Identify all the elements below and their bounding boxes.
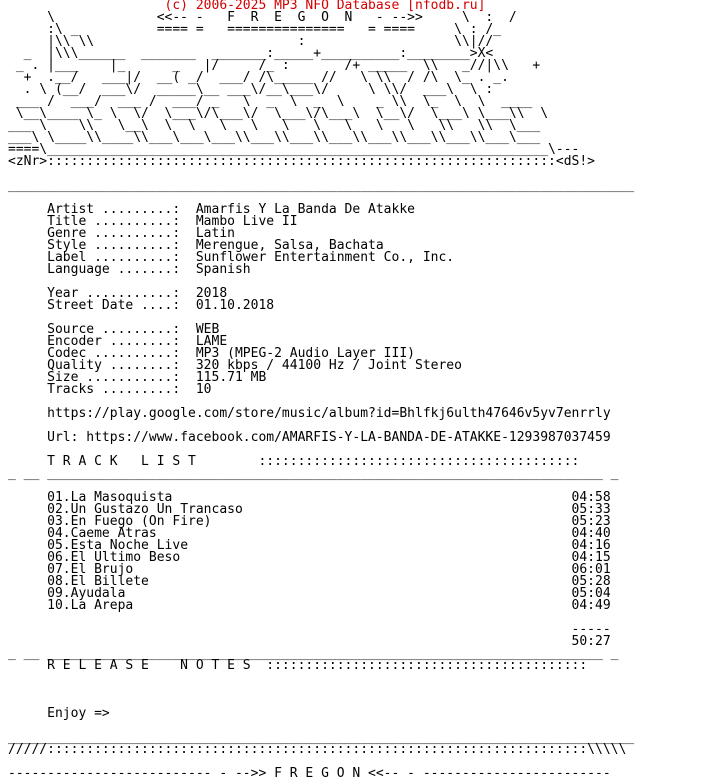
track-title: 06.El Ultimo Beso xyxy=(47,550,181,565)
footer-rule: ________________________________________________________________________________ xyxy=(8,730,635,745)
info-language: Language .......: Spanish xyxy=(8,262,251,277)
footer-fregon: -------------------------- - -->> F R E G O N <<-- - ------------------------ xyxy=(8,766,611,781)
ascii-art-line: \ <<-- - F R E G O N - -->> \ : / xyxy=(8,10,517,25)
info-artist: Artist .........: Amarfis Y La Banda De Atakke xyxy=(8,202,415,217)
ascii-art-line: + .__/ ___|/ __( _/ ___/ /\_____ // \ \\ / /\ \_ . _. xyxy=(8,70,509,85)
ascii-art-credits: <zNr>:::::::::::::::::::::::::::::::::::::::::::::::::::::::::::::::::<dS!> xyxy=(8,154,595,169)
track-title: 10.La Arepa xyxy=(47,598,134,613)
track-time: 05:04 xyxy=(571,586,611,601)
info-codec: Codec ..........: MP3 (MPEG-2 Audio Layer III) xyxy=(8,346,415,361)
ascii-art-line: ___ \ \\ \__\ \ \ \ \ \ \ \ \ \ \\ \\ \___ xyxy=(8,118,541,133)
track-time: 06:01 xyxy=(571,562,611,577)
track-time: 04:49 xyxy=(571,598,611,613)
info-street-date: Street Date ....: 01.10.2018 xyxy=(8,298,275,313)
track-title: 03.En Fuego (On Fire) xyxy=(47,514,212,529)
track-time: 05:23 xyxy=(571,514,611,529)
track-time: 05:33 xyxy=(571,502,611,517)
track-title: 02.Un Gustazo Un Trancaso xyxy=(47,502,243,517)
total-time: 50:27 xyxy=(571,634,611,649)
ascii-art-line: :\ _ ==== = =============== = ==== \ : /_ xyxy=(8,22,502,37)
release-notes-header: R E L E A S E N O T E S ::::::::::::::::::::::::::::::::::::::::: xyxy=(8,658,588,673)
dash-rule: _ __ _______________________________________________________________________ _ xyxy=(8,646,619,661)
track-title: 08.El Billete xyxy=(47,574,149,589)
dash-rule: _ __ _______________________________________________________________________ _ xyxy=(8,466,619,481)
info-encoder: Encoder ........: LAME xyxy=(8,334,228,349)
enjoy-text: Enjoy => xyxy=(8,706,110,721)
info-year: Year ...........: 2018 xyxy=(8,286,228,301)
ascii-art-line: ___ / ___/ ___ / ___/ _ \ _ \ _ \ _ \\ \_ \ \ ____ xyxy=(8,94,533,109)
google-play-url[interactable]: https://play.google.com/store/music/album?id=Bhlfkj6ulth47646v5yv7enrrly xyxy=(8,406,611,421)
ascii-art-line: _ . |___ |_ _ |/ /_ : /+ _____ \\ _//|\\ + xyxy=(8,58,541,73)
tracklist-header: T R A C K L I S T ::::::::::::::::::::::::::::::::::::::::: xyxy=(8,454,580,469)
footer-colon-line: /////:::::::::::::::::::::::::::::::::::::::::::::::::::::::::::::::::::::\\\\\ xyxy=(8,742,627,757)
facebook-url[interactable]: Url: https://www.facebook.com/AMARFIS-Y-LA-BANDA-DE-ATAKKE-1293987037459 xyxy=(8,430,611,445)
info-style: Style ..........: Merengue, Salsa, Bachata xyxy=(8,238,384,253)
horizontal-rule: ________________________________________________________________________________ xyxy=(8,178,635,193)
nfo-document xyxy=(8,0,634,780)
track-time: 04:15 xyxy=(571,550,611,565)
track-title: 05.Esta Noche Live xyxy=(47,538,189,553)
track-time: 04:40 xyxy=(571,526,611,541)
track-title: 04.Caeme Atras xyxy=(47,526,157,541)
ascii-art-line: _ |\\\______ _______ _______:_____+__________:________>X< xyxy=(8,46,494,61)
track-pad xyxy=(133,598,571,613)
track-time: 05:28 xyxy=(571,574,611,589)
info-title: Title ..........: Mambo Live II xyxy=(8,214,298,229)
info-size: Size ...........: 115.71 MB xyxy=(8,370,267,385)
track-list xyxy=(8,492,634,612)
info-label: Label ..........: Sunflower Entertainment Co., Inc. xyxy=(8,250,455,265)
track-title: 01.La Masoquista xyxy=(47,490,173,505)
ascii-art-line: |\\ \\ : \\|// xyxy=(8,34,494,49)
track-title: 07.El Brujo xyxy=(47,562,134,577)
info-genre: Genre ..........: Latin xyxy=(8,226,235,241)
track-time: 04:58 xyxy=(571,490,611,505)
ascii-art-line: . \ (__/ ___\/ _____\__ ___\/__\___\/ \ \\/ ___\ \ : xyxy=(8,82,494,97)
ascii-art-line: ___\ \____\\____\\___\___\___\\___\\___\\___\\___\\___\\___\\___\___ xyxy=(8,130,541,145)
track-title: 09.Ayudala xyxy=(47,586,126,601)
ascii-art-line: ====\________________________________________________________________\--- xyxy=(8,142,580,157)
ascii-art-line: \__\____ \_ \ \/ \___\/\___\/ \___\/\___\ \__\/ \___\ \___\\ \ xyxy=(8,106,549,121)
spacer xyxy=(8,684,634,696)
total-rule: ----- xyxy=(571,622,611,637)
info-tracks: Tracks .........: 10 xyxy=(8,382,212,397)
spacer xyxy=(8,672,634,684)
track-time: 04:16 xyxy=(571,538,611,553)
track-row xyxy=(8,600,634,612)
copyright-header: (c) 2006-2025 MP3 NFO Database [nfodb.ru] xyxy=(8,0,486,13)
info-source: Source .........: WEB xyxy=(8,322,220,337)
info-quality: Quality ........: 320 kbps / 44100 Hz / Joint Stereo xyxy=(8,358,462,373)
